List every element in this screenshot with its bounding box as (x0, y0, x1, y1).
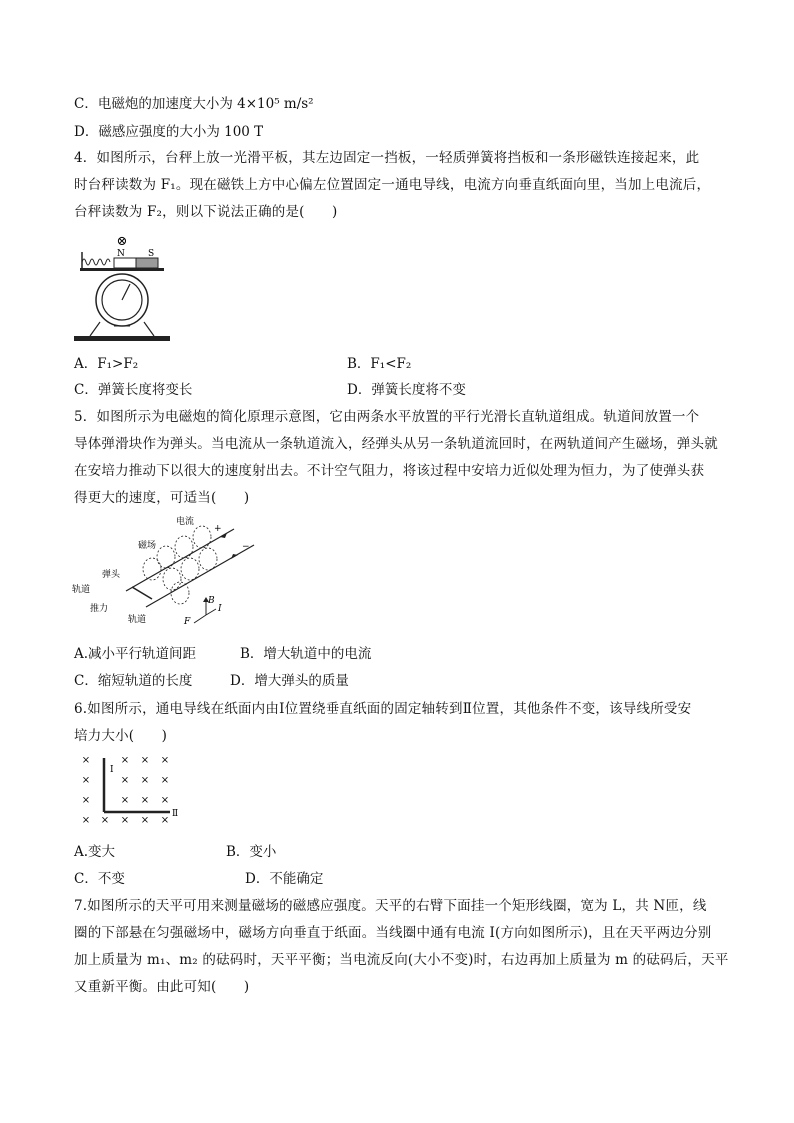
axis-i-label: I (218, 604, 222, 614)
svg-text:×: × (120, 775, 130, 786)
label-thrust: 推力 (90, 604, 109, 614)
axis-b-label: B (208, 596, 215, 606)
q6-figure-field (74, 748, 184, 828)
svg-text:×: × (140, 815, 150, 826)
q6-stem-line-1: 6.如图所示，通电导线在纸面内由Ⅰ位置绕垂直纸面的固定轴转到Ⅱ位置，其他条件不变，该导线所受安 (74, 701, 692, 717)
q7-stem-line-4: 又重新平衡。由此可知( ) (74, 979, 250, 995)
magnetic-field-crosses (82, 755, 169, 826)
position-1-label: Ⅰ (110, 765, 114, 775)
smooth-board (80, 268, 164, 271)
label-rail-left: 轨道 (72, 585, 91, 595)
magnet-n-half (114, 258, 136, 268)
svg-text:×: × (160, 775, 170, 786)
axis-f-label: F (184, 617, 191, 627)
svg-text:×: × (81, 815, 91, 826)
q4-option-b: B．F₁<F₂ (347, 356, 412, 372)
q5-stem-line-2: 导体弹滑块作为弹头。当电流从一条轨道流入，经弹头从另一条轨道流回时，在两轨道间产生磁场，弹头就 (74, 436, 718, 452)
q4-option-a: A．F₁>F₂ (74, 356, 139, 372)
magnetic-field-loops (143, 526, 217, 604)
q5-option-c: C．缩短轨道的长度 (74, 673, 193, 689)
q3-option-c: C．电磁炮的加速度大小为 4×10⁵ m/s² (74, 96, 314, 112)
position-2-label: Ⅱ (172, 809, 179, 819)
svg-text:×: × (100, 815, 110, 826)
svg-text:×: × (81, 775, 91, 786)
svg-text:×: × (140, 775, 150, 786)
spring (82, 259, 110, 265)
q4-option-d: D．弹簧长度将不变 (347, 382, 466, 398)
q6-stem-line-2: 培力大小( ) (74, 728, 168, 744)
svg-text:×: × (120, 795, 130, 806)
q4-stem-line-2: 时台秤读数为 F₁。现在磁铁上方中心偏左位置固定一通电导线，电流方向垂直纸面向里，当加上电流后， (74, 177, 711, 193)
scale-base (74, 336, 170, 341)
q5-figure-railgun (68, 515, 268, 627)
q6-option-a: A.变大 (74, 844, 116, 860)
label-minus: − (242, 542, 250, 552)
svg-text:×: × (140, 795, 150, 806)
svg-text:×: × (160, 755, 170, 766)
magnet-s-half (136, 258, 158, 268)
magnet-n-label: N (117, 249, 125, 259)
svg-text:×: × (81, 755, 91, 766)
q6-option-d: D．不能确定 (245, 871, 324, 887)
label-bullet: 弹头 (102, 570, 121, 580)
q7-stem-line-3: 加上质量为 m₁、m₂ 的砝码时，天平平衡；当电流反向(大小不变)时，右边再加上质量为 m 的砝码后，天平 (74, 952, 729, 968)
q5-stem-line-1: 5．如图所示为电磁炮的简化原理示意图，它由两条水平放置的平行光滑长直轨道组成。轨道间放置一个 (74, 409, 700, 425)
magnet-s-label: S (148, 249, 155, 259)
svg-text:×: × (160, 815, 170, 826)
rail-top (126, 529, 234, 591)
q5-option-b: B．增大轨道中的电流 (240, 646, 372, 662)
svg-text:×: × (120, 815, 130, 826)
q5-stem-line-3: 在安培力推动下以很大的速度射出去。不计空气阻力，将该过程中安培力近似处理为恒力，为了使弹头获 (74, 463, 705, 479)
svg-text:×: × (120, 755, 130, 766)
q4-figure-scale (70, 232, 180, 344)
q6-option-c: C．不变 (74, 871, 125, 887)
bullet (132, 587, 152, 599)
q3-option-d: D．磁感应强度的大小为 100 T (74, 124, 264, 140)
q4-stem-line-3: 台秤读数为 F₂，则以下说法正确的是( ) (74, 204, 338, 220)
q4-option-c: C．弹簧长度将变长 (74, 382, 193, 398)
q5-option-a: A.减小平行轨道间距 (74, 646, 197, 662)
svg-text:×: × (140, 755, 150, 766)
label-field: 磁场 (138, 541, 157, 551)
label-plus: + (214, 524, 222, 534)
q4-stem-line-1: 4．如图所示，台秤上放一光滑平板，其左边固定一挡板，一轻质弹簧将挡板和一条形磁铁连接起来，此 (74, 150, 700, 166)
svg-text:×: × (160, 795, 170, 806)
q7-stem-line-1: 7.如图所示的天平可用来测量磁场的磁感应强度。天平的右臂下面挂一个矩形线圈，宽为 L，共 N匝，线 (74, 898, 707, 914)
q5-stem-line-4: 得更大的速度，可适当( ) (74, 490, 250, 506)
label-current: 电流 (176, 517, 195, 527)
q7-stem-line-2: 圈的下部悬在匀强磁场中，磁场方向垂直于纸面。当线圈中通有电流 I(方向如图所示)，且在天平两边分别 (74, 925, 712, 941)
svg-text:×: × (81, 795, 91, 806)
label-rail-bottom: 轨道 (128, 615, 147, 625)
wire-into-page-symbol: ⊗ (116, 234, 128, 249)
q6-option-b: B．变小 (226, 844, 277, 860)
q5-option-d: D．增大弹头的质量 (230, 673, 349, 689)
